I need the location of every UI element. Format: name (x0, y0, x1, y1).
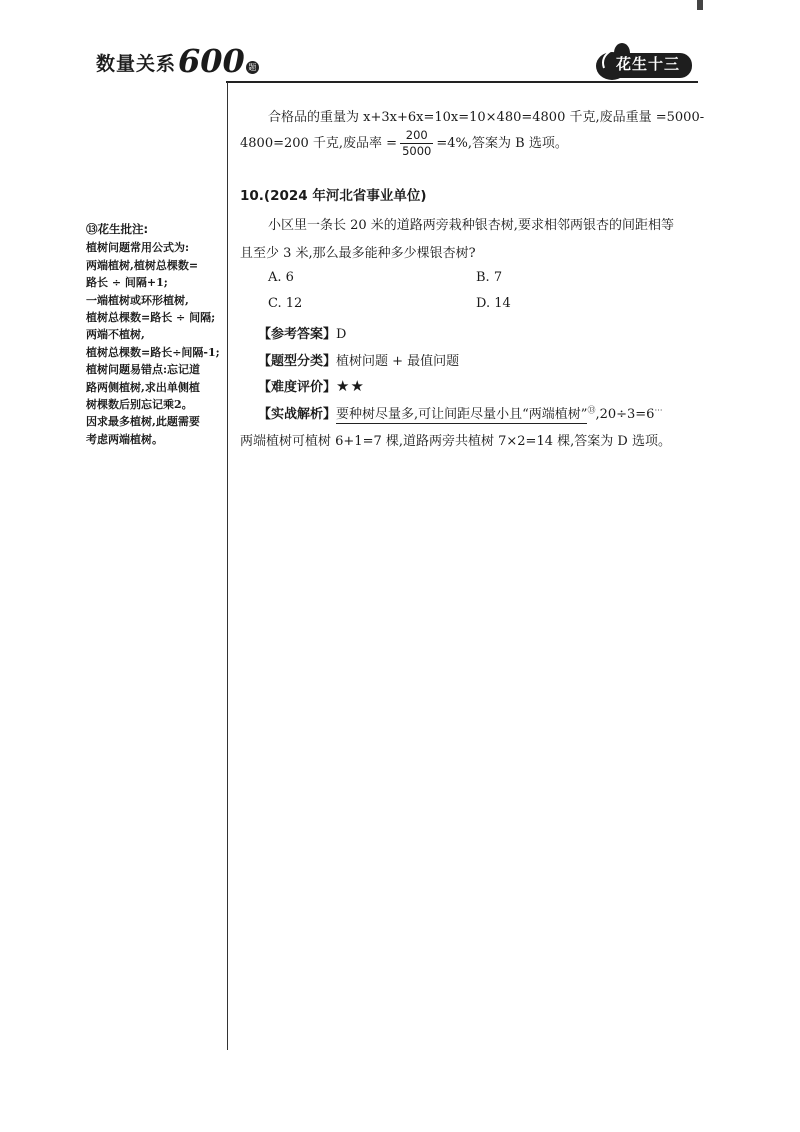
difficulty-stars: ★★ (336, 377, 365, 395)
header-rule (226, 81, 698, 83)
prev-solution-line-2 (240, 128, 568, 159)
brand-text: 花生十三 (616, 55, 681, 73)
column-divider (227, 82, 228, 1050)
fraction-numerator: 200 (405, 128, 428, 142)
analysis-line-2: 两端植树可植树 6+1=7 棵,道路两旁共植树 7×2=14 棵,答案为 D 选项。 (240, 434, 671, 449)
question-type-value: 植树问题 + 最值问题 (336, 354, 460, 369)
sidebar-line: 路两侧植树,求出单侧植 (86, 380, 200, 394)
sidebar-line: 两端不植树, (86, 328, 145, 342)
sidebar-line: 一端植树或环形植树, (86, 293, 189, 307)
reference-answer-value: D (336, 327, 347, 342)
sidebar-line: 植树问题易错点:忘记道 (86, 363, 201, 377)
book-title (96, 42, 259, 80)
analysis-highlight: 要种树尽量多,可让间距尽量小且“两端植树” (336, 407, 588, 422)
analysis-label: 【实战解析】 (258, 407, 337, 422)
question-heading: 10.(2024 年河北省事业单位) (240, 188, 427, 204)
question-type-label: 【题型分类】 (258, 354, 337, 369)
option-b: B. 7 (476, 270, 503, 285)
book-title-text: 数量关系 (96, 53, 177, 75)
sidebar-line: 两端植树,植树总棵数= (86, 258, 199, 272)
book-title-badge: 题 (246, 61, 259, 74)
sidebar-line: 树棵数后别忘记乘2。 (86, 398, 193, 412)
corner-scan-mark (697, 0, 703, 10)
reference-answer (258, 323, 346, 342)
remainder-marker: ⋯ (654, 405, 663, 415)
prev-solution-text: 4800=200 千克,废品率 = (240, 136, 398, 151)
analysis-line-1 (258, 403, 662, 422)
question-stem-line-1: 小区里一条长 20 米的道路两旁栽种银杏树,要求相邻两银杏的间距相等 (268, 218, 674, 233)
book-title-number: 600 (178, 42, 245, 80)
sidebar-line: 植树问题常用公式为: (86, 241, 190, 255)
difficulty-rating (258, 376, 365, 395)
sidebar-title: ⑬花生批注: (86, 222, 149, 236)
sidebar-line: 路长 ÷ 间隔+1; (86, 276, 168, 290)
fraction-denominator: 5000 (402, 144, 432, 158)
option-d: D. 14 (476, 296, 511, 311)
difficulty-label: 【难度评价】 (258, 380, 337, 395)
prev-solution-text: =4%,答案为 B 选项。 (436, 136, 568, 151)
sidebar-annotation (86, 221, 226, 448)
waste-rate-fraction (400, 128, 433, 159)
prev-solution-line-1: 合格品的重量为 x+3x+6x=10x=10×480=4800 千克,废品重量 =5000- (268, 110, 705, 125)
analysis-calc: ,20÷3=6 (595, 407, 655, 422)
reference-answer-label: 【参考答案】 (258, 327, 337, 342)
sidebar-line: 因求最多植树,此题需要 (86, 415, 200, 429)
sidebar-line: 植树总棵数=路长÷间隔-1; (86, 345, 220, 359)
sidebar-line: 植树总棵数=路长 ÷ 间隔; (86, 311, 216, 325)
question-type (258, 350, 459, 369)
sidebar-line: 考虑两端植树。 (86, 432, 163, 446)
brand-logo (594, 42, 694, 82)
option-a: A. 6 (268, 270, 294, 285)
question-stem-line-2: 且至少 3 米,那么最多能种多少棵银杏树? (240, 246, 476, 261)
annotation-ref-marker: ⑬ (587, 405, 596, 415)
option-c: C. 12 (268, 296, 303, 311)
